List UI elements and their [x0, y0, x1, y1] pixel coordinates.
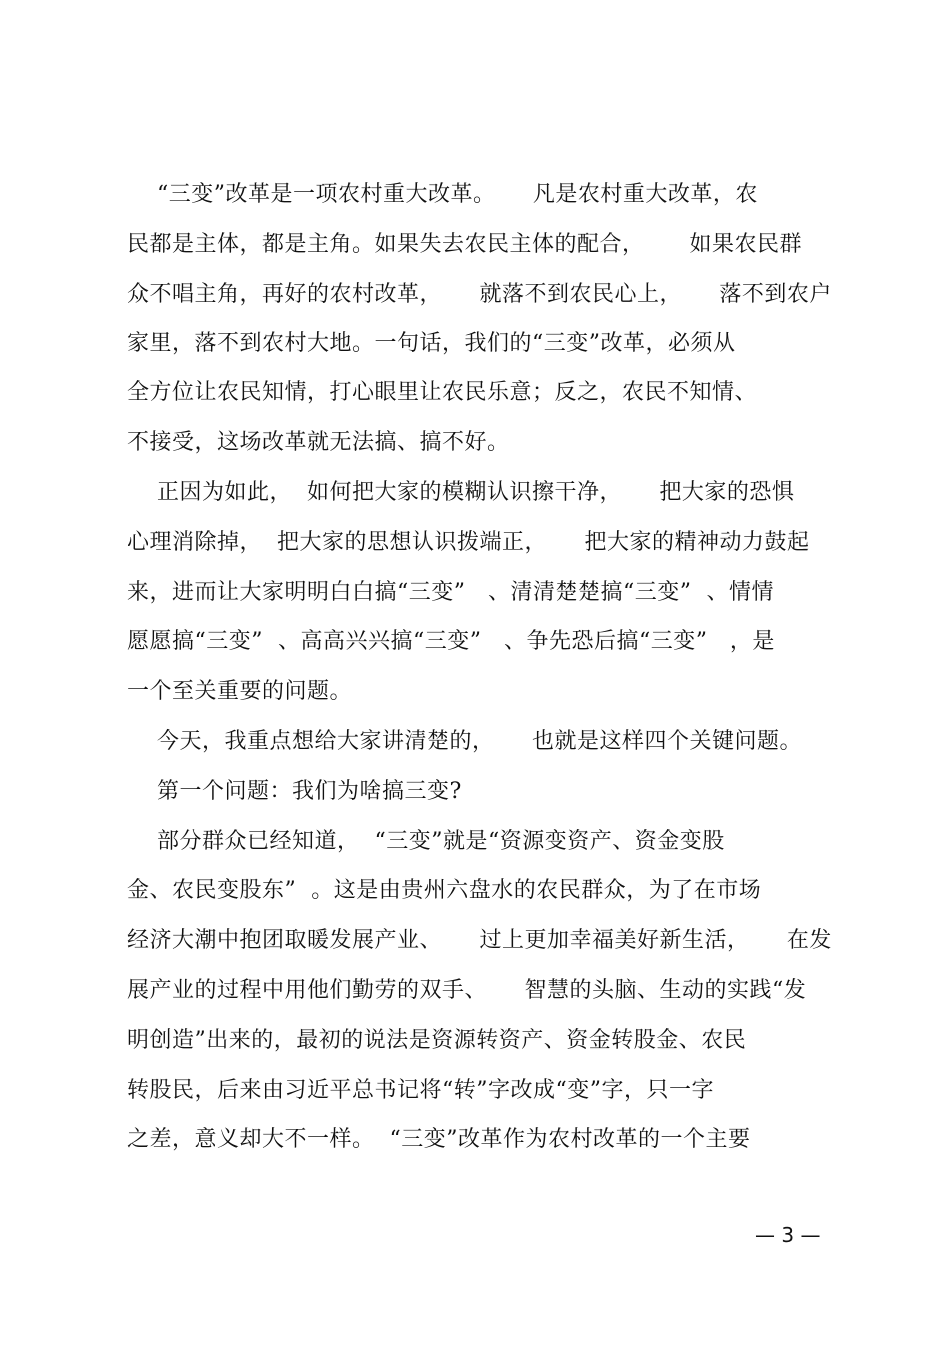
text-line: “三变”改革是一项农村重大改革。 凡是农村重大改革，农 — [127, 182, 758, 207]
text-line: 全方位让农民知情，打心眼里让农民乐意；反之，农民不知情、 — [127, 380, 758, 405]
text-line: 部分群众已经知道， “三变”就是“资源变资产、资金变股 — [127, 829, 725, 854]
text-line: 不接受，这场改革就无法搞、搞不好。 — [127, 430, 510, 455]
text-line: 来，进而让大家明明白白搞“三变” 、清清楚楚搞“三变” 、情情 — [127, 580, 774, 605]
text-line: 金、农民变股东” 。这是由贵州六盘水的农民群众，为了在市场 — [127, 878, 762, 903]
text-line: 愿愿搞“三变” 、高高兴兴搞“三变” 、争先恐后搞“三变” ，是 — [127, 629, 775, 654]
text-line: 一个至关重要的问题。 — [127, 679, 353, 704]
text-line: 家里，落不到农村大地。一句话，我们的“三变”改革，必须从 — [127, 331, 736, 356]
text-line: 之差，意义却大不一样。 “三变”改革作为农村改革的一个主要 — [127, 1127, 751, 1152]
text-line: 众不唱主角，再好的农村改革， 就落不到农民心上， 落不到农户 — [127, 282, 832, 307]
text-line: 明创造”出来的，最初的说法是资源转资产、资金转股金、农民 — [127, 1028, 747, 1053]
text-line: 展产业的过程中用他们勤劳的双手、 智慧的头脑、生动的实践“发 — [127, 978, 807, 1003]
text-line: 转股民，后来由习近平总书记将“转”字改成“变”字，只一字 — [127, 1078, 714, 1103]
text-line: 正因为如此， 如何把大家的模糊认识擦干净， 把大家的恐惧 — [127, 480, 795, 505]
section-heading: 第一个问题：我们为啥搞三变? — [127, 779, 462, 804]
text-line: 经济大潮中抱团取暖发展产业、 过上更加幸福美好新生活， 在发 — [127, 928, 832, 953]
text-line: 民都是主体，都是主角。如果失去农民主体的配合， 如果农民群 — [127, 232, 802, 257]
text-line: 心理消除掉， 把大家的思想认识拨端正， 把大家的精神动力鼓起 — [127, 530, 810, 555]
page-number: — 3 — — [755, 1223, 821, 1247]
text-line: 今天，我重点想给大家讲清楚的， 也就是这样四个关键问题。 — [127, 729, 802, 754]
